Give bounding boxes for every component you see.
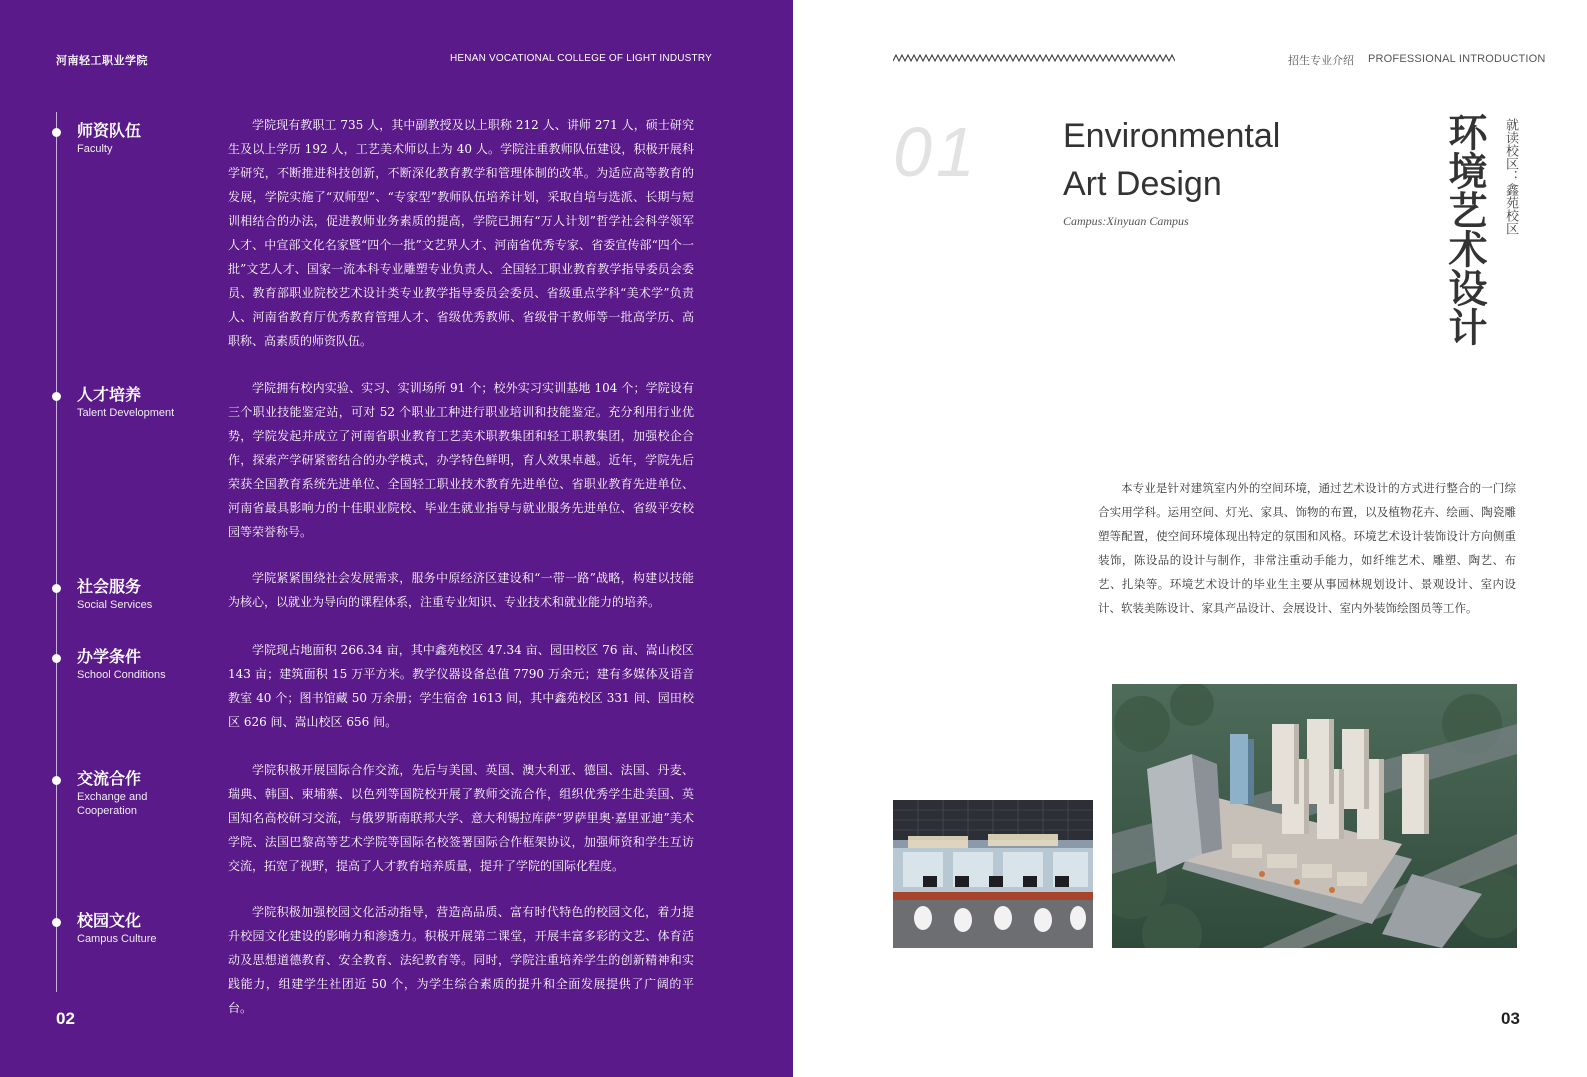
timeline-dot	[52, 918, 61, 927]
section-title-cn: 校园文化	[77, 911, 142, 930]
section-title-cn: 办学条件	[77, 647, 142, 666]
left-page	[0, 0, 793, 1077]
college-name-cn: 河南轻工职业学院	[56, 54, 148, 67]
timeline-dot	[52, 654, 61, 663]
timeline-dot	[52, 776, 61, 785]
section-title-en: Exchange and Cooperation	[77, 791, 148, 817]
section-title-en: Talent Development	[77, 407, 175, 419]
section-header-en: PROFESSIONAL INTRODUCTION	[1368, 53, 1546, 65]
section-body: 学院积极开展国际合作交流，先后与美国、英国、澳大利亚、德国、法国、丹麦、瑞典、韩国、柬埔寨、以色列等国院校开展了教师交流合作，组织优秀学生赴美国、英国知名高校研习交流，与俄罗斯南联邦大学、意大利锡拉库萨“罗萨里奥·嘉里亚迪”美术学院、法国巴黎高等艺术学院等国际名校签署国际合作框架协议，加强师资和学生互访交流，拓宽了视野，提高了人才教育培养质量，提升了学院的国际化程度。	[228, 763, 694, 873]
timeline-dot	[52, 392, 61, 401]
major-number: 01	[893, 113, 979, 191]
section-body: 学院紧紧围绕社会发展需求，服务中原经济区建设和“一带一路”战略，构建以技能为核心，以就业为导向的课程体系，注重专业知识、专业技术和就业能力的培养。	[228, 571, 694, 609]
campus-cn: 就读校区：鑫苑校区	[1503, 118, 1518, 235]
campus-en: Campus:Xinyuan Campus	[1063, 214, 1189, 228]
section-title-cn: 师资队伍	[77, 121, 142, 140]
section-header-cn: 招生专业介绍	[1288, 54, 1354, 67]
section-body: 学院现有教职工 735 人，其中副教授及以上职称 212 人、讲师 271 人，硕士研究生及以上学历 192 人，工艺美术师以上为 40 人。学院注重教师队伍建设，积极开展科学研究，不断推进科技创新，不断深化教育教学和管理体制的改革。为适应高等教育的发展，学院实施了“双师型”、“专家型”教师队伍培养计划，采取自培与选派、长期与短训相结合的办法，促进教师业务素质的提高，学院已拥有“万人计划”哲学社会科学领军人才、中宣部文化名家暨“四个一批”文艺界人才、河南省优秀专家、省委宣传部“四个一批”文艺人才、国家一流本科专业雕塑专业负责人、全国轻工职业教育教学指导委员会委员、教育部职业院校艺术设计类专业教学指导委员会委员、省级重点学科“美术学”负责人、河南省教育厅优秀教育管理人才、省级优秀教师、省级骨干教师等一批高学历、高职称、高素质的师资队伍。	[228, 118, 694, 348]
timeline-dot	[52, 584, 61, 593]
major-title-en-line2: Art Design	[1063, 165, 1222, 203]
section-title-cn: 交流合作	[77, 769, 142, 788]
timeline-line	[56, 112, 57, 992]
classroom-photo	[893, 800, 1093, 948]
page-number-left: 02	[56, 1009, 75, 1028]
section-body: 学院积极加强校园文化活动指导，营造高品质、富有时代特色的校园文化，着力提升校园文化建设的影响力和渗透力。积极开展第二课堂，开展丰富多彩的文艺、体育活动及思想道德教育、安全教育、法纪教育等。同时，学院注重培养学生的创新精神和实践能力，组建学生社团近 50 个，为学生综合素质的提升和全面发展提供了广阔的平台。	[228, 905, 694, 1015]
timeline-dot	[52, 128, 61, 137]
section-body: 学院现占地面积 266.34 亩，其中鑫苑校区 47.34 亩、园田校区 76 亩、嵩山校区 143 亩；建筑面积 15 万平方米。教学仪器设备总值 7790 万余元；建有多媒体及语音教室 40 个；图书馆藏 50 万余册；学生宿舍 1613 间，其中鑫苑校区 331 间、园田校区 626 间、嵩山校区 656 间。	[228, 643, 694, 729]
section-title-en: Social Services	[77, 599, 153, 611]
section-title-en: Campus Culture	[77, 933, 157, 945]
page-number-right: 03	[1501, 1009, 1520, 1028]
campus-aerial-rendering	[1112, 684, 1517, 948]
college-name-en: HENAN VOCATIONAL COLLEGE OF LIGHT INDUSTRY	[450, 53, 712, 64]
major-title-en-line1: Environmental	[1063, 117, 1281, 155]
right-page	[793, 0, 1587, 1077]
major-title-en	[1063, 112, 1280, 208]
section-title-cn: 社会服务	[77, 577, 142, 596]
major-title-cn: 环境艺术设计	[1442, 112, 1488, 346]
section-title-en: School Conditions	[77, 669, 166, 681]
classroom-illustration	[893, 800, 1093, 948]
section-title-cn: 人才培养	[77, 385, 142, 404]
zigzag-decoration	[893, 54, 1175, 62]
section-title-en: Faculty	[77, 143, 113, 155]
section-body: 学院拥有校内实验、实习、实训场所 91 个；校外实习实训基地 104 个；学院设有三个职业技能鉴定站，可对 52 个职业工种进行职业培训和技能鉴定。充分利用行业优势，学院发起并成立了河南省职业教育工艺美术职教集团和轻工职教集团，加强校企合作，探索产学研紧密结合的办学模式，办学特色鲜明，育人效果卓越。近年，学院先后荣获全国教育系统先进单位、全国轻工职业技术教育先进单位、省职业教育先进单位、河南省最具影响力的十佳职业院校、毕业生就业指导与就业服务先进单位、省级平安校园等荣誉称号。	[228, 381, 694, 539]
aerial-illustration	[1112, 684, 1517, 948]
major-description: 本专业是针对建筑室内外的空间环境，通过艺术设计的方式进行整合的一门综合实用学科。运用空间、灯光、家具、饰物的布置，以及植物花卉、绘画、陶瓷雕塑等配置，使空间环境体现出特定的氛围和风格。环境艺术设计装饰设计方向侧重装饰，陈设品的设计与制作，非常注重动手能力，如纤维艺术、雕塑、陶艺、布艺、扎染等。环境艺术设计的毕业生主要从事园林规划设计、景观设计、室内设计、软装美陈设计、家具产品设计、会展设计、室内外装饰绘图员等工作。	[1098, 481, 1516, 615]
